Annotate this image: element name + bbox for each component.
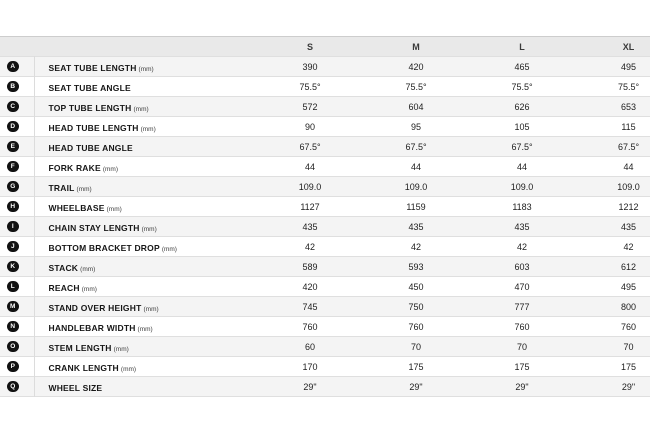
value-cell-l: 67.5° [511, 141, 533, 152]
value-cell-m: 450 [408, 281, 424, 292]
value-cell-xl: 760 [620, 321, 637, 332]
table-row [0, 57, 650, 77]
row-unit: (mm) [138, 65, 154, 73]
value-cell-m: 29" [409, 381, 423, 392]
row-letter-badge: I [7, 221, 19, 233]
value-cell-l: 75.5° [511, 81, 533, 92]
row-letter-cell [0, 217, 34, 237]
row-label: SEAT TUBE LENGTH [48, 62, 137, 73]
row-label-cell [34, 237, 257, 257]
size-header-row [0, 37, 650, 57]
row-letter-badge: E [7, 141, 19, 153]
row-letter-cell [0, 137, 34, 157]
value-cell-xl: 75.5° [617, 81, 640, 92]
value-cell-s: 60 [304, 341, 315, 352]
value-cell-s: 42 [304, 241, 315, 252]
value-cell-l: 470 [514, 281, 530, 292]
table-row [0, 317, 650, 337]
row-label-cell [34, 317, 257, 337]
header-badge-spacer [0, 37, 34, 57]
table-row [0, 217, 650, 237]
value-cell-l: 603 [514, 261, 530, 272]
row-unit: (mm) [140, 125, 156, 133]
row-letter-cell [0, 337, 34, 357]
geometry-table-viewport [0, 36, 650, 397]
row-label-cell [34, 217, 257, 237]
row-label: STEM LENGTH [48, 342, 112, 353]
value-cell-xl: 42 [623, 241, 634, 252]
value-cell-m: 750 [408, 301, 424, 312]
row-label: STACK [48, 262, 79, 273]
size-header-xl: XL [622, 41, 635, 52]
value-cell-s: 572 [302, 101, 318, 112]
row-letter-badge: A [7, 61, 19, 73]
row-unit: (mm) [141, 225, 157, 233]
row-label: HEAD TUBE ANGLE [48, 142, 133, 153]
row-letter-cell [0, 57, 34, 77]
row-label: HANDLEBAR WIDTH [48, 322, 136, 333]
value-cell-m: 175 [408, 361, 424, 372]
value-cell-m: 760 [408, 321, 424, 332]
row-unit: (mm) [143, 305, 159, 313]
value-cell-xl: 653 [620, 101, 637, 112]
row-label-cell [34, 57, 257, 77]
table-row [0, 337, 650, 357]
value-cell-l: 626 [514, 101, 530, 112]
table-row [0, 197, 650, 217]
value-cell-l: 435 [514, 221, 530, 232]
value-cell-l: 42 [516, 241, 527, 252]
row-letter-cell [0, 117, 34, 137]
row-unit: (mm) [106, 205, 122, 213]
table-row [0, 77, 650, 97]
table-row [0, 177, 650, 197]
row-letter-cell [0, 277, 34, 297]
row-label-cell [34, 257, 257, 277]
row-label-cell [34, 77, 257, 97]
row-unit: (mm) [113, 345, 129, 353]
value-cell-l: 777 [514, 301, 530, 312]
value-cell-l: 70 [516, 341, 527, 352]
row-letter-cell [0, 297, 34, 317]
value-cell-xl: 495 [620, 281, 637, 292]
value-cell-xl: 1212 [618, 201, 639, 212]
value-cell-l: 44 [516, 161, 527, 172]
value-cell-s: 75.5° [299, 81, 321, 92]
row-letter-badge: N [7, 321, 19, 333]
value-cell-m: 44 [410, 161, 421, 172]
value-cell-s: 745 [302, 301, 318, 312]
value-cell-xl: 612 [620, 261, 637, 272]
row-unit: (mm) [76, 185, 92, 193]
value-cell-xl: 115 [621, 121, 636, 132]
table-row [0, 357, 650, 377]
value-cell-m: 604 [408, 101, 424, 112]
value-cell-xl: 435 [620, 221, 637, 232]
value-cell-s: 589 [302, 261, 318, 272]
table-row [0, 117, 650, 137]
table-row [0, 237, 650, 257]
row-unit: (mm) [80, 265, 96, 273]
value-cell-s: 760 [302, 321, 318, 332]
row-label-cell [34, 197, 257, 217]
row-letter-cell [0, 357, 34, 377]
value-cell-m: 593 [408, 261, 424, 272]
row-letter-badge: D [7, 121, 19, 133]
row-letter-cell [0, 197, 34, 217]
table-row [0, 157, 650, 177]
row-label-cell [34, 177, 257, 197]
table-row [0, 277, 650, 297]
row-label: WHEELBASE [48, 202, 105, 213]
row-letter-cell [0, 317, 34, 337]
row-letter-badge: K [7, 261, 19, 273]
row-label: BOTTOM BRACKET DROP [48, 242, 160, 253]
value-cell-s: 90 [304, 121, 315, 132]
value-cell-xl: 67.5° [617, 141, 640, 152]
row-label: CRANK LENGTH [48, 362, 119, 373]
value-cell-s: 420 [302, 281, 318, 292]
row-letter-badge: F [7, 161, 19, 173]
row-letter-cell [0, 177, 34, 197]
value-cell-m: 75.5° [405, 81, 427, 92]
table-row [0, 257, 650, 277]
value-cell-m: 42 [410, 241, 421, 252]
value-cell-xl: 175 [620, 361, 637, 372]
value-cell-m: 109.0 [404, 181, 428, 192]
value-cell-s: 109.0 [298, 181, 322, 192]
table-row [0, 297, 650, 317]
row-label: WHEEL SIZE [48, 382, 103, 393]
row-unit: (mm) [137, 325, 153, 333]
row-letter-cell [0, 377, 34, 397]
value-cell-l: 1183 [512, 201, 532, 212]
row-label-cell [34, 157, 257, 177]
row-unit: (mm) [81, 285, 97, 293]
size-header-l: L [519, 41, 525, 52]
row-letter-badge: H [7, 201, 19, 213]
header-label-spacer [34, 37, 257, 57]
value-cell-s: 44 [304, 161, 315, 172]
row-letter-badge: Q [7, 381, 19, 393]
size-header-s: S [306, 41, 313, 52]
value-cell-xl: 70 [623, 341, 634, 352]
row-letter-badge: G [7, 181, 19, 193]
value-cell-m: 1159 [406, 201, 426, 212]
value-cell-xl: 800 [620, 301, 637, 312]
row-unit: (mm) [161, 245, 177, 253]
row-letter-cell [0, 257, 34, 277]
value-cell-l: 760 [514, 321, 530, 332]
row-label: FORK RAKE [48, 162, 101, 173]
row-label-cell [34, 357, 257, 377]
value-cell-l: 109.0 [510, 181, 534, 192]
geometry-table-body [0, 57, 650, 397]
row-label: TOP TUBE LENGTH [48, 102, 132, 113]
value-cell-l: 29" [515, 381, 529, 392]
value-cell-xl: 109.0 [617, 181, 640, 192]
row-label: REACH [48, 282, 80, 293]
row-label-cell [34, 117, 257, 137]
row-letter-badge: J [7, 241, 19, 253]
value-cell-xl: 495 [620, 61, 637, 72]
row-letter-cell [0, 97, 34, 117]
row-unit: (mm) [120, 365, 137, 373]
value-cell-s: 29" [303, 381, 317, 392]
value-cell-l: 175 [514, 361, 530, 372]
row-label: SEAT TUBE ANGLE [48, 82, 131, 93]
row-letter-cell [0, 157, 34, 177]
value-cell-s: 390 [302, 61, 318, 72]
row-label-cell [34, 277, 257, 297]
row-letter-cell [0, 237, 34, 257]
value-cell-m: 95 [410, 121, 421, 132]
row-label-cell [34, 297, 257, 317]
row-label-cell [34, 97, 257, 117]
row-letter-badge: P [7, 361, 19, 373]
row-label-cell [34, 137, 257, 157]
row-label: HEAD TUBE LENGTH [48, 122, 139, 133]
value-cell-xl: 29" [621, 381, 636, 392]
value-cell-m: 420 [408, 61, 424, 72]
value-cell-s: 435 [302, 221, 318, 232]
row-letter-cell [0, 77, 34, 97]
geometry-table [0, 36, 650, 397]
row-label-cell [34, 337, 257, 357]
row-label: CHAIN STAY LENGTH [48, 222, 140, 233]
row-unit: (mm) [102, 165, 118, 173]
value-cell-m: 435 [408, 221, 424, 232]
table-row [0, 377, 650, 397]
value-cell-s: 1127 [300, 201, 320, 212]
value-cell-s: 170 [302, 361, 318, 372]
value-cell-xl: 44 [623, 161, 634, 172]
value-cell-m: 67.5° [405, 141, 427, 152]
value-cell-m: 70 [410, 341, 421, 352]
row-unit: (mm) [133, 105, 149, 113]
row-letter-badge: B [7, 81, 19, 93]
value-cell-l: 465 [514, 61, 530, 72]
row-label-cell [34, 377, 257, 397]
row-label: STAND OVER HEIGHT [48, 302, 142, 313]
row-label: TRAIL [48, 182, 75, 193]
table-row [0, 137, 650, 157]
row-letter-badge: O [7, 341, 19, 353]
value-cell-s: 67.5° [299, 141, 321, 152]
row-letter-badge: M [7, 301, 19, 313]
row-letter-badge: L [7, 281, 19, 293]
row-letter-badge: C [7, 101, 19, 113]
size-header-m: M [412, 41, 420, 52]
table-row [0, 97, 650, 117]
value-cell-l: 105 [514, 121, 530, 132]
